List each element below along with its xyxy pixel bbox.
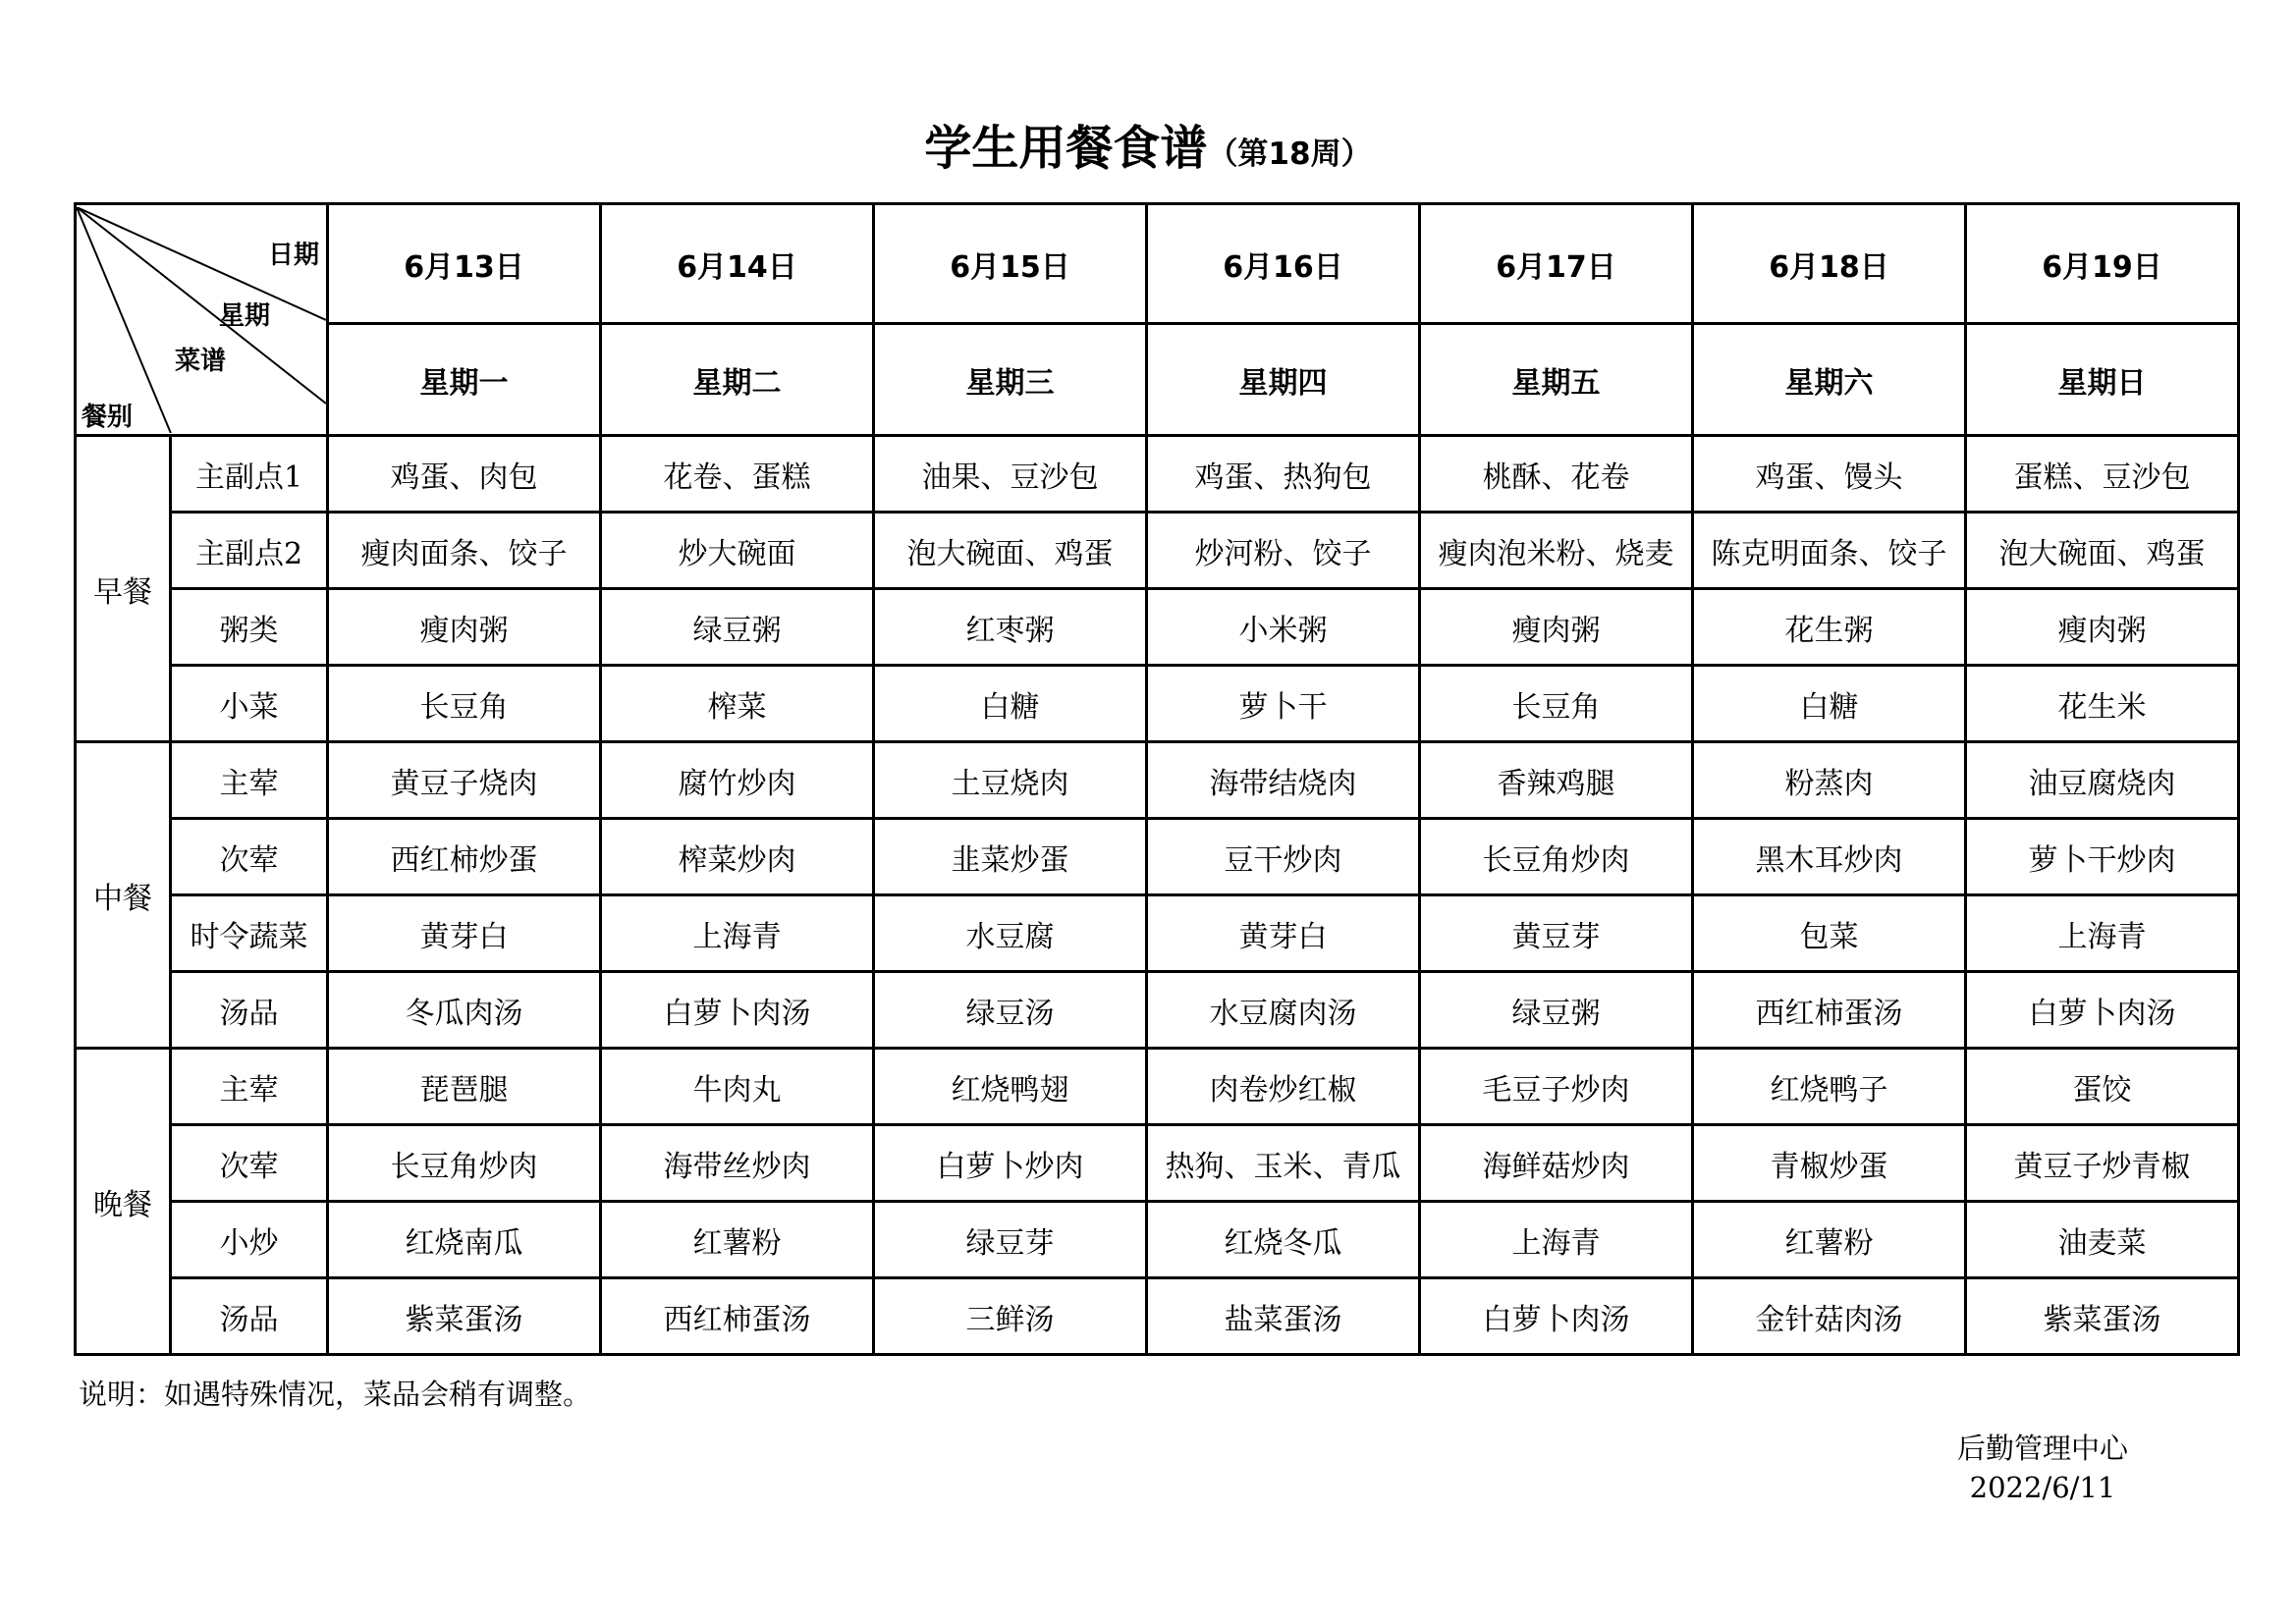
dish-cell: 黄豆子烧肉 — [328, 742, 601, 819]
dish-cell: 腐竹炒肉 — [601, 742, 874, 819]
dish-cell: 紫菜蛋汤 — [328, 1278, 601, 1355]
category-cell: 汤品 — [171, 1278, 328, 1355]
meal-name-cell: 晚餐 — [76, 1049, 171, 1355]
category-cell: 粥类 — [171, 589, 328, 666]
dish-cell: 瘦肉面条、饺子 — [328, 513, 601, 589]
dish-cell: 蛋饺 — [1966, 1049, 2239, 1125]
dish-cell: 西红柿蛋汤 — [1693, 972, 1966, 1049]
dish-cell: 韭菜炒蛋 — [874, 819, 1147, 895]
date-cell: 6月17日 — [1420, 204, 1693, 324]
weekday-cell: 星期日 — [1966, 324, 2239, 436]
dish-cell: 包菜 — [1693, 895, 1966, 972]
dish-cell: 紫菜蛋汤 — [1966, 1278, 2239, 1355]
menu-row — [76, 436, 2239, 513]
dish-cell: 红枣粥 — [874, 589, 1147, 666]
dish-cell: 红烧冬瓜 — [1147, 1202, 1420, 1278]
weekday-cell: 星期二 — [601, 324, 874, 436]
dish-cell: 西红柿蛋汤 — [601, 1278, 874, 1355]
category-cell: 主副点2 — [171, 513, 328, 589]
dish-cell: 豆干炒肉 — [1147, 819, 1420, 895]
dish-cell: 黄芽白 — [328, 895, 601, 972]
date-cell: 6月15日 — [874, 204, 1147, 324]
menu-row — [76, 819, 2239, 895]
dish-cell: 琵琶腿 — [328, 1049, 601, 1125]
dish-cell: 瘦肉泡米粉、烧麦 — [1420, 513, 1693, 589]
dish-cell: 长豆角 — [328, 666, 601, 742]
dish-cell: 泡大碗面、鸡蛋 — [1966, 513, 2239, 589]
dish-cell: 桃酥、花卷 — [1420, 436, 1693, 513]
dish-cell: 西红柿炒蛋 — [328, 819, 601, 895]
menu-row — [76, 1278, 2239, 1355]
menu-row — [76, 1049, 2239, 1125]
category-cell: 时令蔬菜 — [171, 895, 328, 972]
dish-cell: 上海青 — [601, 895, 874, 972]
issuer-name: 后勤管理中心 — [1956, 1432, 2128, 1465]
dish-cell: 肉卷炒红椒 — [1147, 1049, 1420, 1125]
dish-cell: 瘦肉粥 — [1966, 589, 2239, 666]
menu-row — [76, 1202, 2239, 1278]
dish-cell: 泡大碗面、鸡蛋 — [874, 513, 1147, 589]
title-main: 学生用餐食谱 — [924, 121, 1208, 176]
dish-cell: 白糖 — [874, 666, 1147, 742]
dish-cell: 萝卜干 — [1147, 666, 1420, 742]
dish-cell: 蛋糕、豆沙包 — [1966, 436, 2239, 513]
dish-cell: 上海青 — [1420, 1202, 1693, 1278]
dish-cell: 鸡蛋、热狗包 — [1147, 436, 1420, 513]
date-cell: 6月18日 — [1693, 204, 1966, 324]
dish-cell: 鸡蛋、馒头 — [1693, 436, 1966, 513]
dish-cell: 海鲜菇炒肉 — [1420, 1125, 1693, 1202]
date-cell: 6月13日 — [328, 204, 601, 324]
dish-cell: 鸡蛋、肉包 — [328, 436, 601, 513]
dish-cell: 白萝卜炒肉 — [874, 1125, 1147, 1202]
dish-cell: 炒大碗面 — [601, 513, 874, 589]
category-cell: 汤品 — [171, 972, 328, 1049]
dish-cell: 萝卜干炒肉 — [1966, 819, 2239, 895]
dish-cell: 绿豆汤 — [874, 972, 1147, 1049]
weekday-cell: 星期四 — [1147, 324, 1420, 436]
dish-cell: 水豆腐肉汤 — [1147, 972, 1420, 1049]
weekday-cell: 星期一 — [328, 324, 601, 436]
dish-cell: 榨菜炒肉 — [601, 819, 874, 895]
weekday-cell: 星期三 — [874, 324, 1147, 436]
dish-cell: 香辣鸡腿 — [1420, 742, 1693, 819]
corner-label-menu: 菜谱 — [175, 346, 227, 376]
dish-cell: 绿豆芽 — [874, 1202, 1147, 1278]
dish-cell: 白萝卜肉汤 — [1966, 972, 2239, 1049]
dish-cell: 青椒炒蛋 — [1693, 1125, 1966, 1202]
menu-row — [76, 666, 2239, 742]
dish-cell: 黑木耳炒肉 — [1693, 819, 1966, 895]
weekday-cell: 星期五 — [1420, 324, 1693, 436]
dish-cell: 炒河粉、饺子 — [1147, 513, 1420, 589]
dish-cell: 绿豆粥 — [1420, 972, 1693, 1049]
dish-cell: 陈克明面条、饺子 — [1693, 513, 1966, 589]
dish-cell: 冬瓜肉汤 — [328, 972, 601, 1049]
dish-cell: 毛豆子炒肉 — [1420, 1049, 1693, 1125]
dish-cell: 金针菇肉汤 — [1693, 1278, 1966, 1355]
dish-cell: 上海青 — [1966, 895, 2239, 972]
dish-cell: 黄豆芽 — [1420, 895, 1693, 972]
weekday-cell: 星期六 — [1693, 324, 1966, 436]
dish-cell: 白糖 — [1693, 666, 1966, 742]
issuer-date: 2022/6/11 — [1969, 1471, 2116, 1504]
dish-cell: 绿豆粥 — [601, 589, 874, 666]
dish-cell: 小米粥 — [1147, 589, 1420, 666]
dish-cell: 花卷、蛋糕 — [601, 436, 874, 513]
dish-cell: 瘦肉粥 — [328, 589, 601, 666]
menu-table — [74, 202, 2240, 1356]
dish-cell: 三鲜汤 — [874, 1278, 1147, 1355]
category-cell: 小炒 — [171, 1202, 328, 1278]
meal-name-cell: 早餐 — [76, 436, 171, 742]
dish-cell: 盐菜蛋汤 — [1147, 1278, 1420, 1355]
dish-cell: 花生粥 — [1693, 589, 1966, 666]
dish-cell: 红烧鸭翅 — [874, 1049, 1147, 1125]
menu-row — [76, 589, 2239, 666]
page-title — [0, 110, 2296, 179]
dish-cell: 水豆腐 — [874, 895, 1147, 972]
menu-row — [76, 742, 2239, 819]
dish-cell: 白萝卜肉汤 — [1420, 1278, 1693, 1355]
note-text: 说明：如遇特殊情况，菜品会稍有调整。 — [79, 1378, 592, 1411]
dish-cell: 海带丝炒肉 — [601, 1125, 874, 1202]
issuer-block — [1925, 1429, 2160, 1507]
category-cell: 主荤 — [171, 742, 328, 819]
date-row — [76, 204, 2239, 324]
dish-cell: 榨菜 — [601, 666, 874, 742]
menu-row — [76, 895, 2239, 972]
menu-row — [76, 1125, 2239, 1202]
dish-cell: 牛肉丸 — [601, 1049, 874, 1125]
category-cell: 小菜 — [171, 666, 328, 742]
date-cell: 6月16日 — [1147, 204, 1420, 324]
dish-cell: 瘦肉粥 — [1420, 589, 1693, 666]
dish-cell: 红薯粉 — [1693, 1202, 1966, 1278]
title-week: （第18周） — [1207, 136, 1372, 172]
dish-cell: 花生米 — [1966, 666, 2239, 742]
dish-cell: 油豆腐烧肉 — [1966, 742, 2239, 819]
dish-cell: 油果、豆沙包 — [874, 436, 1147, 513]
dish-cell: 海带结烧肉 — [1147, 742, 1420, 819]
dish-cell: 红薯粉 — [601, 1202, 874, 1278]
category-cell: 次荤 — [171, 819, 328, 895]
dish-cell: 白萝卜肉汤 — [601, 972, 874, 1049]
meal-name-cell: 中餐 — [76, 742, 171, 1049]
dish-cell: 土豆烧肉 — [874, 742, 1147, 819]
category-cell: 主副点1 — [171, 436, 328, 513]
header-corner — [76, 204, 328, 436]
dish-cell: 黄豆子炒青椒 — [1966, 1125, 2239, 1202]
dish-cell: 热狗、玉米、青瓜 — [1147, 1125, 1420, 1202]
date-cell: 6月19日 — [1966, 204, 2239, 324]
corner-label-week: 星期 — [219, 300, 271, 331]
menu-row — [76, 513, 2239, 589]
dish-cell: 长豆角炒肉 — [328, 1125, 601, 1202]
menu-row — [76, 972, 2239, 1049]
dish-cell: 黄芽白 — [1147, 895, 1420, 972]
dish-cell: 粉蒸肉 — [1693, 742, 1966, 819]
dish-cell: 长豆角 — [1420, 666, 1693, 742]
category-cell: 主荤 — [171, 1049, 328, 1125]
dish-cell: 红烧鸭子 — [1693, 1049, 1966, 1125]
corner-label-date: 日期 — [268, 240, 320, 270]
dish-cell: 红烧南瓜 — [328, 1202, 601, 1278]
date-cell: 6月14日 — [601, 204, 874, 324]
dish-cell: 长豆角炒肉 — [1420, 819, 1693, 895]
corner-label-meal: 餐别 — [82, 402, 134, 432]
category-cell: 次荤 — [171, 1125, 328, 1202]
dish-cell: 油麦菜 — [1966, 1202, 2239, 1278]
weekday-row — [76, 324, 2239, 436]
